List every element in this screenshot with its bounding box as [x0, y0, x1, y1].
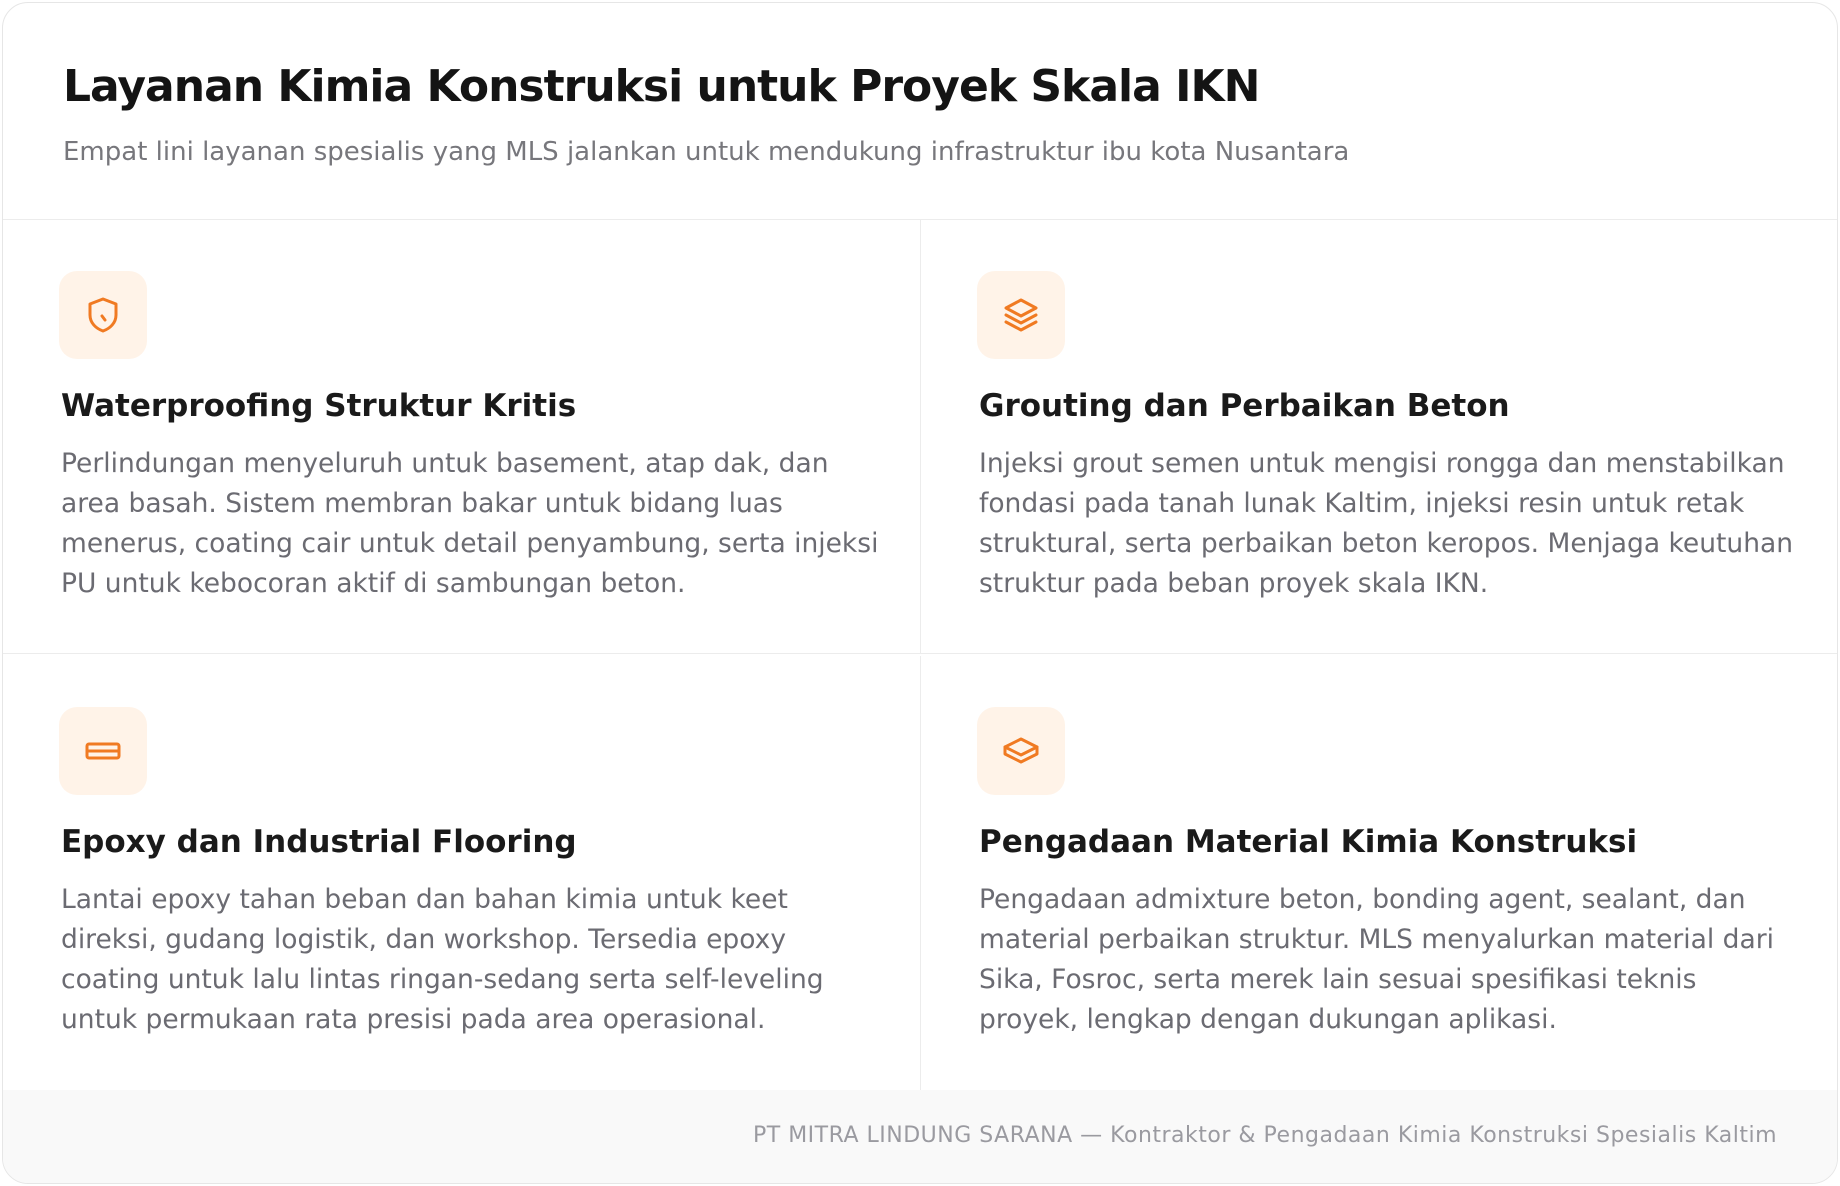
card-footer [3, 1090, 1837, 1183]
service-icon-container [59, 707, 147, 795]
service-card-grouting [921, 220, 1838, 654]
service-card-waterproofing [3, 220, 921, 654]
service-icon-container [977, 271, 1065, 359]
page-subtitle: Empat lini layanan spesialis yang MLS jalankan untuk mendukung infrastruktur ibu kota Nusantara [63, 137, 1350, 167]
service-icon-container [59, 271, 147, 359]
service-description: Lantai epoxy tahan beban dan bahan kimia untuk keet direksi, gudang logistik, dan workshop. Tersedia epoxy coating untuk lalu lintas ringan-sedang serta self-leveling untuk permukaan rata presisi pada area operasional. [61, 884, 824, 1035]
service-title: Waterproofing Struktur Kritis [61, 388, 577, 424]
footer-company-text: PT MITRA LINDUNG SARANA — Kontraktor & Pengadaan Kimia Konstruksi Spesialis Kaltim [753, 1123, 1777, 1148]
service-title: Pengadaan Material Kimia Konstruksi [979, 824, 1638, 860]
card-header [3, 3, 1837, 220]
layers-icon [1001, 295, 1041, 335]
shield-icon [83, 295, 123, 335]
service-title: Grouting dan Perbaikan Beton [979, 388, 1510, 424]
service-description: Perlindungan menyeluruh untuk basement, atap dak, dan area basah. Sistem membran bakar untuk bidang luas menerus, coating cair untuk detail penyambung, serta injeksi PU untuk kebocoran aktif di sambungan beton. [61, 448, 879, 599]
service-description: Pengadaan admixture beton, bonding agent, sealant, dan material perbaikan struktur. MLS menyalurkan material dari Sika, Fosroc, serta merek lain sesuai spesifikasi teknis proyek, lengkap dengan dukungan aplikasi. [979, 884, 1774, 1035]
service-description: Injeksi grout semen untuk mengisi rongga dan menstabilkan fondasi pada tanah lunak Kaltim, injeksi resin untuk retak struktural, serta perbaikan beton keropos. Menjaga keutuhan struktur pada beban proyek skala IKN. [979, 448, 1794, 599]
service-icon-container [977, 707, 1065, 795]
service-card-material-procurement [921, 656, 1838, 1090]
package-icon [1001, 731, 1041, 771]
service-card-epoxy-flooring [3, 656, 921, 1090]
page-title: Layanan Kimia Konstruksi untuk Proyek Skala IKN [63, 61, 1260, 112]
service-title: Epoxy dan Industrial Flooring [61, 824, 577, 860]
floor-icon [83, 731, 123, 771]
services-card [2, 2, 1838, 1184]
